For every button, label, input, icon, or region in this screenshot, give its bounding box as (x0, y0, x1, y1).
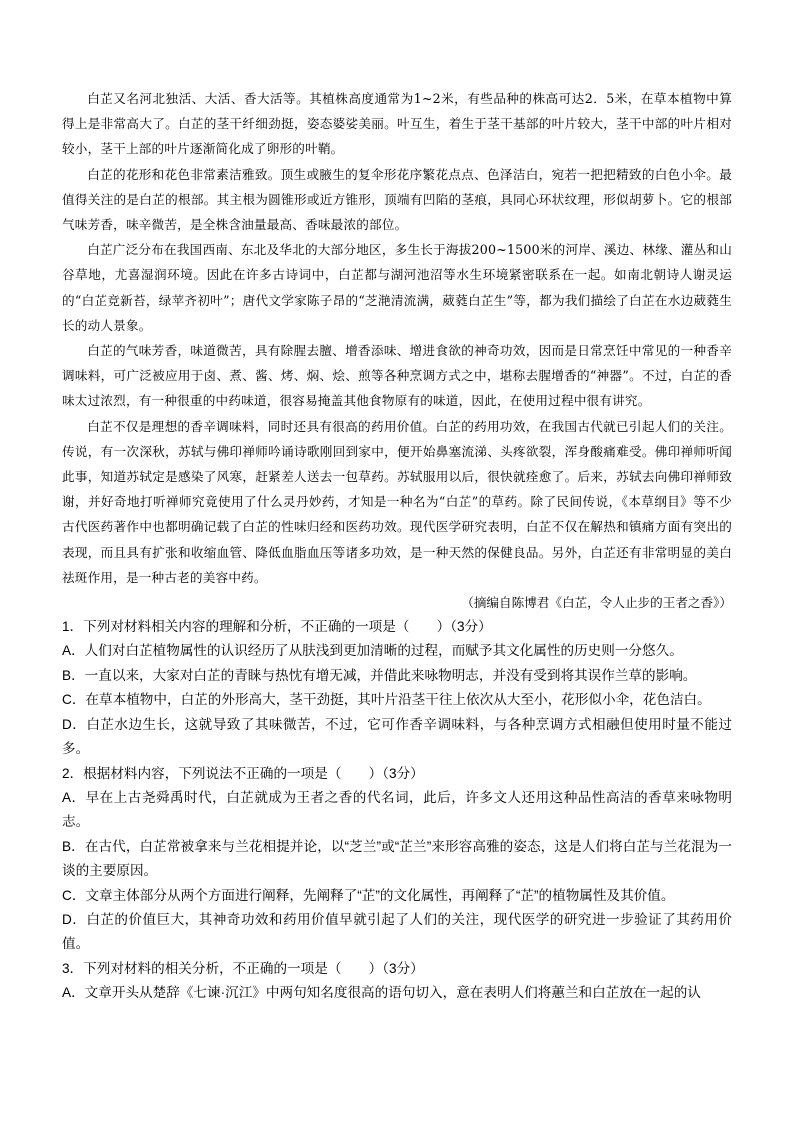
option-d: D．白芷的价值巨大，其神奇功效和药用价值早就引起了人们的关注，现代医学的研究进一步验证了其药用价值。 (62, 911, 732, 952)
question-3 (62, 957, 732, 1006)
option-a: A．早在上古尧舜禹时代，白芷就成为王者之香的代名词，此后，许多文人还用这种品性高洁的香草来咏物明志。 (62, 789, 732, 830)
option-c: C．文章主体部分从两个方面进行阐释，先阐释了“芷”的文化属性，再阐释了“芷”的植物属性及其价值。 (62, 887, 675, 903)
question-stem: 1．下列对材料相关内容的理解和分析，不正确的一项是（ ）（3分） (62, 619, 492, 635)
question-2 (62, 762, 732, 957)
passage-source: （摘编自陈博君《白芷，令人止步的王者之香》） (461, 595, 732, 611)
question-stem: 3．下列对材料的相关分析，不正确的一项是（ ）（3分） (62, 960, 424, 976)
question-stem: 2．根据材料内容，下列说法不正确的一项是（ ）（3分） (62, 765, 424, 781)
passage-paragraph-5: 白芷不仅是理想的香辛调味料，同时还具有很高的药用价值。白芷的药用功效，在我国古代就已引起人们的关注。传说，有一次深秋，苏轼与佛印禅师吟诵诗歌刚回到家中，便开始鼻塞流涕、头疼欲裂，浑身酸痛难受。佛印禅师听闻此事，知道苏轼定是感染了风寒，赶紧差人送去一包草药。苏轼服用以后，很快就痊愈了。后来，苏轼去向佛印禅师致谢，并好奇地打听禅师究竟使用了什么灵丹妙药，才知是一种名为“白芷”的草药。除了民间传说，《本草纲目》等不少古代医药著作中也都明确记载了白芷的性味归经和医药功效。现代医学研究表明，白芷不仅在解热和镇痛方面有突出的表现，而且具有扩张和收缩血管、降低血脂血压等诸多功效，是一种天然的保健良品。另外，白芷还有非常明显的美白祛斑作用，是一种古老的美容中药。 (62, 418, 732, 585)
option-a: A．人们对白芷植物属性的认识经历了从肤浅到更加清晰的过程，而赋予其文化属性的历史则一分悠久。 (62, 643, 683, 659)
option-d: D．白芷水边生长，这就导致了其味微苦，不过，它可作香辛调味料，与各种烹调方式相融但使用时量不能过多。 (62, 716, 732, 757)
passage-paragraph-2: 白芷的花形和花色非常素洁雅致。顶生或腋生的复伞形花序繁花点点、色泽洁白，宛若一把把精致的白色小伞。最值得关注的是白芷的根部。其主根为圆锥形或近方锥形，顶端有凹陷的茎痕，具同心环状纹理，形似胡萝卜。它的根部气味芳香，味辛微苦，是全株含油量最高、香味最浓的部位。 (62, 166, 732, 233)
option-b: B．一直以来，大家对白芷的青睐与热忱有增无减，并借此来咏物明志，并没有受到将其误作兰草的影响。 (62, 667, 697, 683)
passage-paragraph-4: 白芷的气味芳香，味道微苦，具有除腥去膻、增香添味、增进食欲的神奇功效，因而是日常烹饪中常见的一种香辛调味料，可广泛被应用于卤、煮、酱、烤、焖、烩、煎等各种烹调方式之中，堪称去腥增香的“神器”。不过，白芷的香味太过浓烈，有一种很重的中药味道，很容易掩盖其他食物原有的味道，因此，在使用过程中很有讲究。 (62, 343, 732, 409)
passage-paragraph-1: 白芷又名河北独活、大活、香大活等。其植株高度通常为1~2米，有些品种的株高可达2．5米，在草本植物中算得上是非常高大了。白芷的茎干纤细劲挺，姿态婆娑美丽。叶互生，着生于茎干基部的叶片较大，茎干中部的叶片相对较小，茎干上部的叶片逐渐简化成了卵形的叶鞘。 (62, 91, 732, 157)
passage-paragraph-3: 白芷广泛分布在我国西南、东北及华北的大部分地区，多生长于海拔200~1500米的河岸、溪边、林缘、灌丛和山谷草地，尤喜湿润环境。因此在许多古诗词中，白芷都与湖河池沼等水生环境紧密联系在一起。如南北朝诗人谢灵运的“白芷竞新苔，绿苹齐初叶”；唐代文学家陈子昂的“芝滟清流满，葳蕤白芷生”等，都为我们描绘了白芷在水边葳蕤生长的动人景象。 (62, 242, 732, 333)
reading-passage (62, 86, 732, 615)
option-b: B．在古代，白芷常被拿来与兰花相提并论，以“芝兰”或“芷兰”来形容高雅的姿态，这是人们将白芷与兰花混为一谈的主要原因。 (62, 838, 732, 879)
option-a: A．文章开头从楚辞《七谏·沉江》中两句知名度很高的语句切入，意在表明人们将蕙兰和白芷放在一起的认 (62, 985, 701, 1001)
option-c: C．在草本植物中，白芷的外形高大，茎干劲挺，其叶片沿茎干往上依次从大至小，花形似小伞，花色洁白。 (62, 692, 711, 708)
document-page (62, 86, 732, 1006)
question-1 (62, 615, 732, 761)
